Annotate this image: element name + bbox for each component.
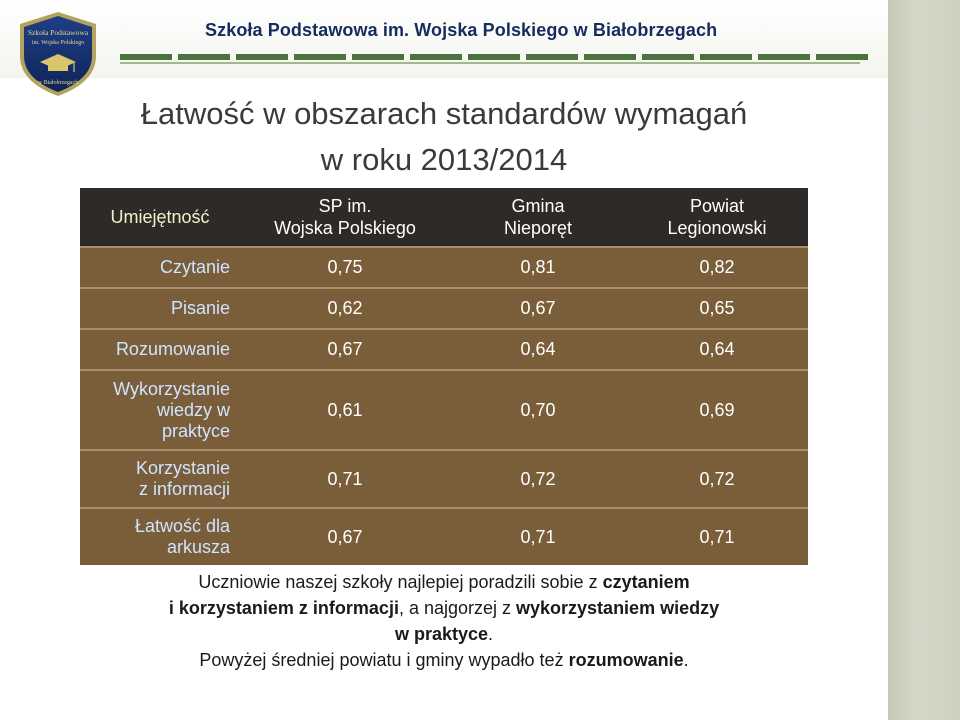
cell-powiat: 0,69 [626, 370, 808, 450]
summary-text: Uczniowie naszej szkoły najlepiej poradzili sobie z [198, 572, 603, 592]
cell-sp: 0,62 [240, 288, 450, 329]
header-powiat-line2: Legionowski [667, 218, 767, 238]
cell-gmina: 0,72 [450, 450, 626, 508]
results-table [80, 188, 808, 565]
summary-line-3 [80, 621, 808, 647]
logo-text-2: im. Wojska Polskiego [31, 40, 85, 46]
school-name: Szkoła Podstawowa im. Wojska Polskiego w Białobrzegach [205, 20, 718, 40]
summary-text: . [488, 624, 494, 644]
table-header-row [80, 188, 808, 247]
row-skill-line1: Korzystanie [135, 458, 230, 478]
summary-line-1 [80, 569, 808, 595]
page-title-line1: Łatwość w obszarach standardów wymagań [140, 96, 748, 131]
shield-logo-icon [14, 10, 102, 98]
cell-powiat: 0,64 [626, 329, 808, 370]
summary-line-2 [80, 595, 808, 621]
cell-gmina: 0,67 [450, 288, 626, 329]
row-skill-line1: Łatwość dla [134, 516, 230, 536]
table-row [80, 288, 808, 329]
logo-text-1: Szkoła Podstawowa [27, 28, 89, 37]
cell-sp: 0,61 [240, 370, 450, 450]
header-powiat [626, 188, 808, 247]
row-skill-line2: z informacji [138, 479, 230, 499]
header-sp [240, 188, 450, 247]
row-skill-line1: Wykorzystanie [113, 378, 230, 399]
table-row [80, 329, 808, 370]
summary-emphasis: rozumowanie [568, 650, 684, 670]
row-skill: Rozumowanie [80, 329, 240, 370]
cell-sp: 0,75 [240, 247, 450, 288]
page-title-line2: w roku 2013/2014 [320, 142, 568, 177]
header-dashed-line [120, 54, 870, 60]
header-gmina-line1: Gmina [511, 196, 565, 216]
table-row [80, 450, 808, 508]
row-skill: Pisanie [80, 288, 240, 329]
header-sp-line2: Wojska Polskiego [274, 218, 416, 238]
row-skill [80, 370, 240, 450]
table-row [80, 370, 808, 450]
cell-powiat: 0,72 [626, 450, 808, 508]
header-gmina [450, 188, 626, 247]
header-gmina-line2: Nieporęt [503, 218, 573, 238]
summary-emphasis: czytaniem [602, 572, 690, 592]
table-row [80, 508, 808, 565]
summary-line-4 [80, 647, 808, 673]
row-skill-line2: wiedzy w [156, 399, 230, 420]
cell-gmina: 0,70 [450, 370, 626, 450]
header-sp-line1: SP im. [318, 196, 372, 216]
cell-sp: 0,67 [240, 329, 450, 370]
cell-gmina: 0,64 [450, 329, 626, 370]
cell-powiat: 0,71 [626, 508, 808, 565]
logo-text-3: w Białobrzegach [37, 80, 79, 86]
header-powiat-line1: Powiat [689, 196, 745, 216]
summary-emphasis: wykorzystaniem wiedzy [516, 598, 720, 618]
row-skill: Czytanie [80, 247, 240, 288]
row-skill-line2: arkusza [166, 537, 230, 557]
school-logo [14, 10, 102, 98]
summary-text: . [683, 650, 689, 670]
row-skill [80, 508, 240, 565]
table-row [80, 247, 808, 288]
cell-sp: 0,71 [240, 450, 450, 508]
header-thin-line [120, 62, 860, 64]
summary-emphasis: w praktyce [394, 624, 489, 644]
cell-gmina: 0,71 [450, 508, 626, 565]
cell-sp: 0,67 [240, 508, 450, 565]
header-skill: Umiejętność [80, 188, 240, 247]
summary-emphasis: i korzystaniem z informacji [168, 598, 399, 618]
cell-powiat: 0,82 [626, 247, 808, 288]
cell-gmina: 0,81 [450, 247, 626, 288]
cell-powiat: 0,65 [626, 288, 808, 329]
summary-text: , a najgorzej z [398, 598, 517, 618]
row-skill [80, 450, 240, 508]
row-skill-line3: praktyce [161, 420, 230, 441]
right-decorative-strip [888, 0, 960, 720]
summary-text: Powyżej średniej powiatu i gminy wypadło też [199, 650, 569, 670]
